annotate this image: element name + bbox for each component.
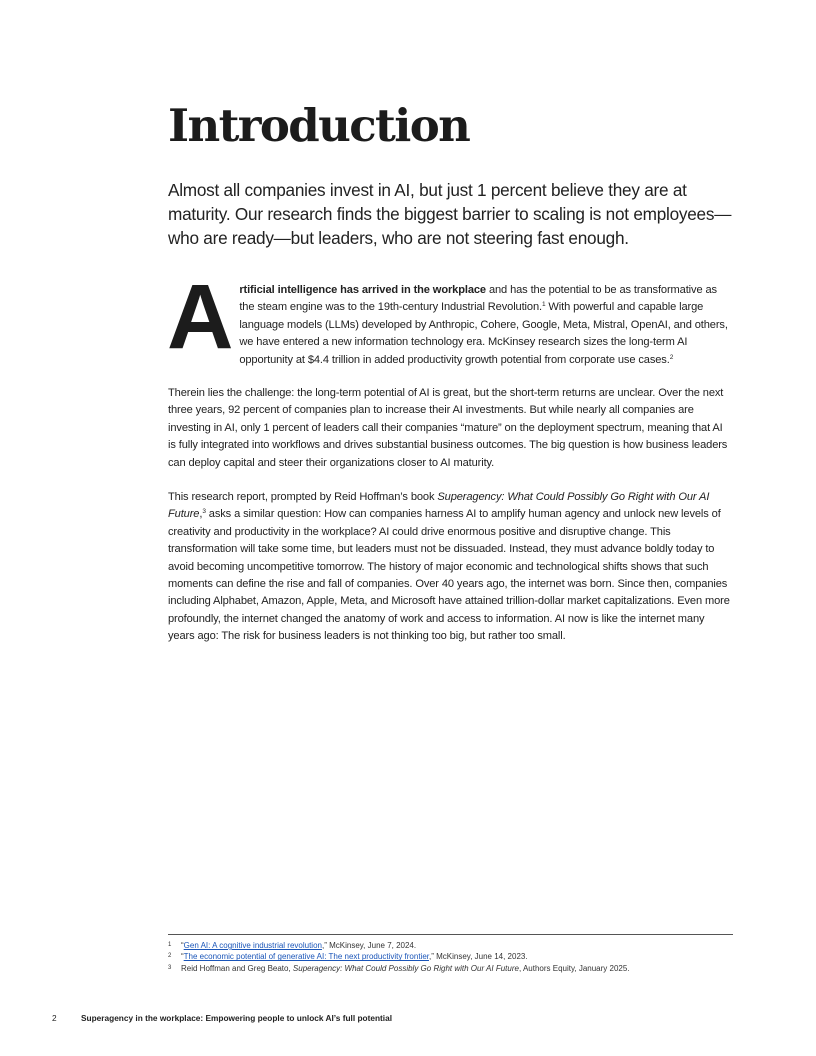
paragraph-text: This research report, prompted by Reid Hoffman’s book xyxy=(168,491,438,503)
body-paragraph-2: Therein lies the challenge: the long-term potential of AI is great, but the short-term returns are unclear. Over the next three years, 92 percent of companies plan to increase their AI investments. But while nearly all companies are investing in AI, only 1 percent of leaders call their companies “mature” on the deployment spectrum, meaning that AI is fully integrated into workflows and drives substantial business outcomes. The big question is how business leaders can deploy capital and steer their organizations closer to AI maturity. xyxy=(168,387,728,469)
paragraph-text: asks a similar question: How can companies harness AI to amplify human agency and unlock new levels of creativity and productivity in the workplace? AI could drive enormous positive and disruptive change. This transformation will take some time, but leaders must not be dissuaded. Instead, they must advance boldly today to avoid becoming uncompetitive tomorrow. The history of major economic and technological shifts shows that such moments can define the rise and fall of companies. Over 40 years ago, the internet was born. Since then, companies including Alphabet, Amazon, Apple, Meta, and Microsoft have attained trillion-dollar market capitalizations. Even more profoundly, the internet changed the anatomy of work and access to information. AI now is like the internet many years ago: The risk for business leaders is not thinking too big, but rather too small. xyxy=(168,508,730,643)
paragraph-text: and has the potential to be as transformative as the steam engine was to the 19th-century Industrial Revolution. xyxy=(239,284,717,314)
open-quote: “ xyxy=(181,952,184,962)
footnote-3 xyxy=(168,963,738,974)
body-paragraph-1 xyxy=(167,266,733,369)
footnote-citation: , Authors Equity, January 2025. xyxy=(518,963,630,973)
footnote-ref-3[interactable]: 3 xyxy=(202,508,206,516)
page-title: Introduction xyxy=(168,99,470,152)
footnote-citation: ,” McKinsey, June 7, 2024. xyxy=(321,941,417,950)
comma: , xyxy=(199,508,203,521)
footnote-number: 1 xyxy=(168,942,172,948)
drop-cap: A xyxy=(167,266,234,368)
footnote-ref-1[interactable]: 1 xyxy=(541,301,546,309)
footnote-ref-2[interactable]: 2 xyxy=(669,353,674,361)
footnote-citation: ,” McKinsey, June 14, 2023. xyxy=(429,952,528,962)
body-paragraph-3 xyxy=(168,489,733,646)
intro-deck: Almost all companies invest in AI, but just 1 percent believe they are at maturity. Our research finds the biggest barrier to scaling is not employees—who are ready—but leaders, who are not steering fast enough. xyxy=(168,180,732,248)
footnotes xyxy=(168,940,738,974)
footnote-divider xyxy=(168,934,733,935)
lead-in-text: rtificial intelligence has arrived in the workplace xyxy=(239,284,486,296)
page-number: 2 xyxy=(52,1013,57,1023)
footnote-2 xyxy=(168,951,738,962)
footnote-link-gen-ai-cognitive-revolution[interactable]: Gen AI: A cognitive industrial revolution xyxy=(183,941,322,950)
footnote-number: 3 xyxy=(168,964,172,971)
footnote-number: 2 xyxy=(168,953,172,960)
footnote-book-title: Superagency: What Could Possibly Go Right with Our AI Future xyxy=(292,963,519,973)
footnote-link-economic-potential-gen-ai[interactable]: The economic potential of generative AI: The next productivity frontier xyxy=(183,952,429,962)
paragraph-text: With powerful and capable large language models (LLMs) developed by Anthropic, Cohere, Google, Meta, Mistral, OpenAI, and others, we have entered a new information technology era. McKinsey research sizes the long-term AI opportunity at $4.4 trillion in added productivity growth potential from corporate use cases. xyxy=(239,301,728,366)
book-title: Superagency: What Could Possibly Go Right with Our AI Future xyxy=(168,491,710,521)
open-quote: “ xyxy=(181,941,184,950)
footnote-1 xyxy=(168,940,738,951)
footnote-authors: Reid Hoffman and Greg Beato, xyxy=(181,963,293,973)
running-title: Superagency in the workplace: Empowering people to unlock AI’s full potential xyxy=(81,1013,393,1023)
